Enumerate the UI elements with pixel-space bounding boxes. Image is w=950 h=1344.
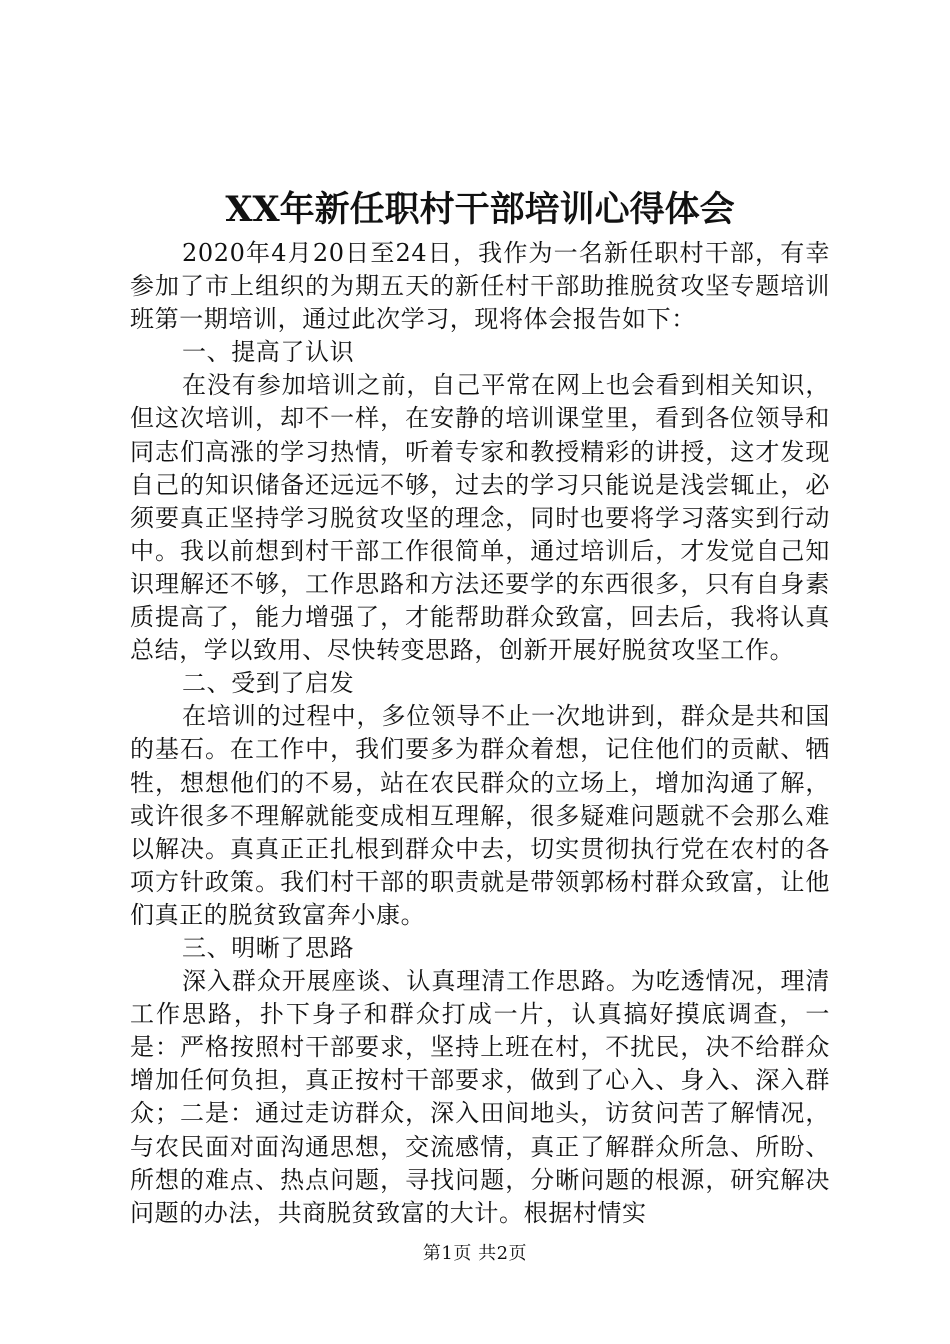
section-paragraph-2: 在培训的过程中，多位领导不止一次地讲到，群众是共和国的基石。在工作中，我们要多为群众着想，记住他们的贡献、牺牲，想想他们的不易，站在农民群众的立场上，增加沟通了解，或许很多不理解就能变成相互理解，很多疑难问题就不会那么难以解决。真真正正扎根到群众中去，切实贯彻执行党在农村的各项方针政策。我们村干部的职责就是带领郭杨村群众致富，让他们真正的脱贫致富奔小康。 — [130, 702, 830, 929]
section-heading-2: 二、受到了启发 — [182, 669, 355, 698]
page-footer: 第1页 共2页 — [422, 1243, 528, 1264]
document-body — [130, 237, 830, 1230]
section-heading-1: 一、提高了认识 — [182, 338, 355, 367]
section-paragraph-1: 在没有参加培训之前，自己平常在网上也会看到相关知识，但这次培训，却不一样，在安静的培训课堂里，看到各位领导和同志们高涨的学习热情，听着专家和教授精彩的讲授，这才发现自己的知识储备还远远不够，过去的学习只能说是浅尝辄止，必须要真正坚持学习脱贫攻坚的理念，同时也要将学习落实到行动中。我以前想到村干部工作很简单，通过培训后，才发觉自己知识理解还不够，工作思路和方法还要学的东西很多，只有自身素质提高了，能力增强了，才能帮助群众致富，回去后，我将认真总结，学以致用、尽快转变思路，创新开展好脱贫攻坚工作。 — [130, 371, 830, 665]
intro-paragraph: 2020年4月20日至24日，我作为一名新任职村干部，有幸参加了市上组织的为期五天的新任村干部助推脱贫攻坚专题培训班第一期培训，通过此次学习，现将体会报告如下： — [130, 239, 830, 334]
section-paragraph-3: 深入群众开展座谈、认真理清工作思路。为吃透情况，理清工作思路，扑下身子和群众打成一片，认真搞好摸底调查，一是：严格按照村干部要求，坚持上班在村，不扰民，决不给群众增加任何负担，真正按村干部要求，做到了心入、身入、深入群众；二是：通过走访群众，深入田间地头，访贫问苦了解情况，与农民面对面沟通思想，交流感情，真正了解群众所急、所盼、所想的难点、热点问题，寻找问题，分晰问题的根源，研究解决问题的办法，共商脱贫致富的大计。根据村情实 — [130, 967, 830, 1227]
document-title: XX年新任职村干部培训心得体会 — [225, 189, 735, 230]
section-heading-3: 三、明晰了思路 — [182, 933, 355, 962]
